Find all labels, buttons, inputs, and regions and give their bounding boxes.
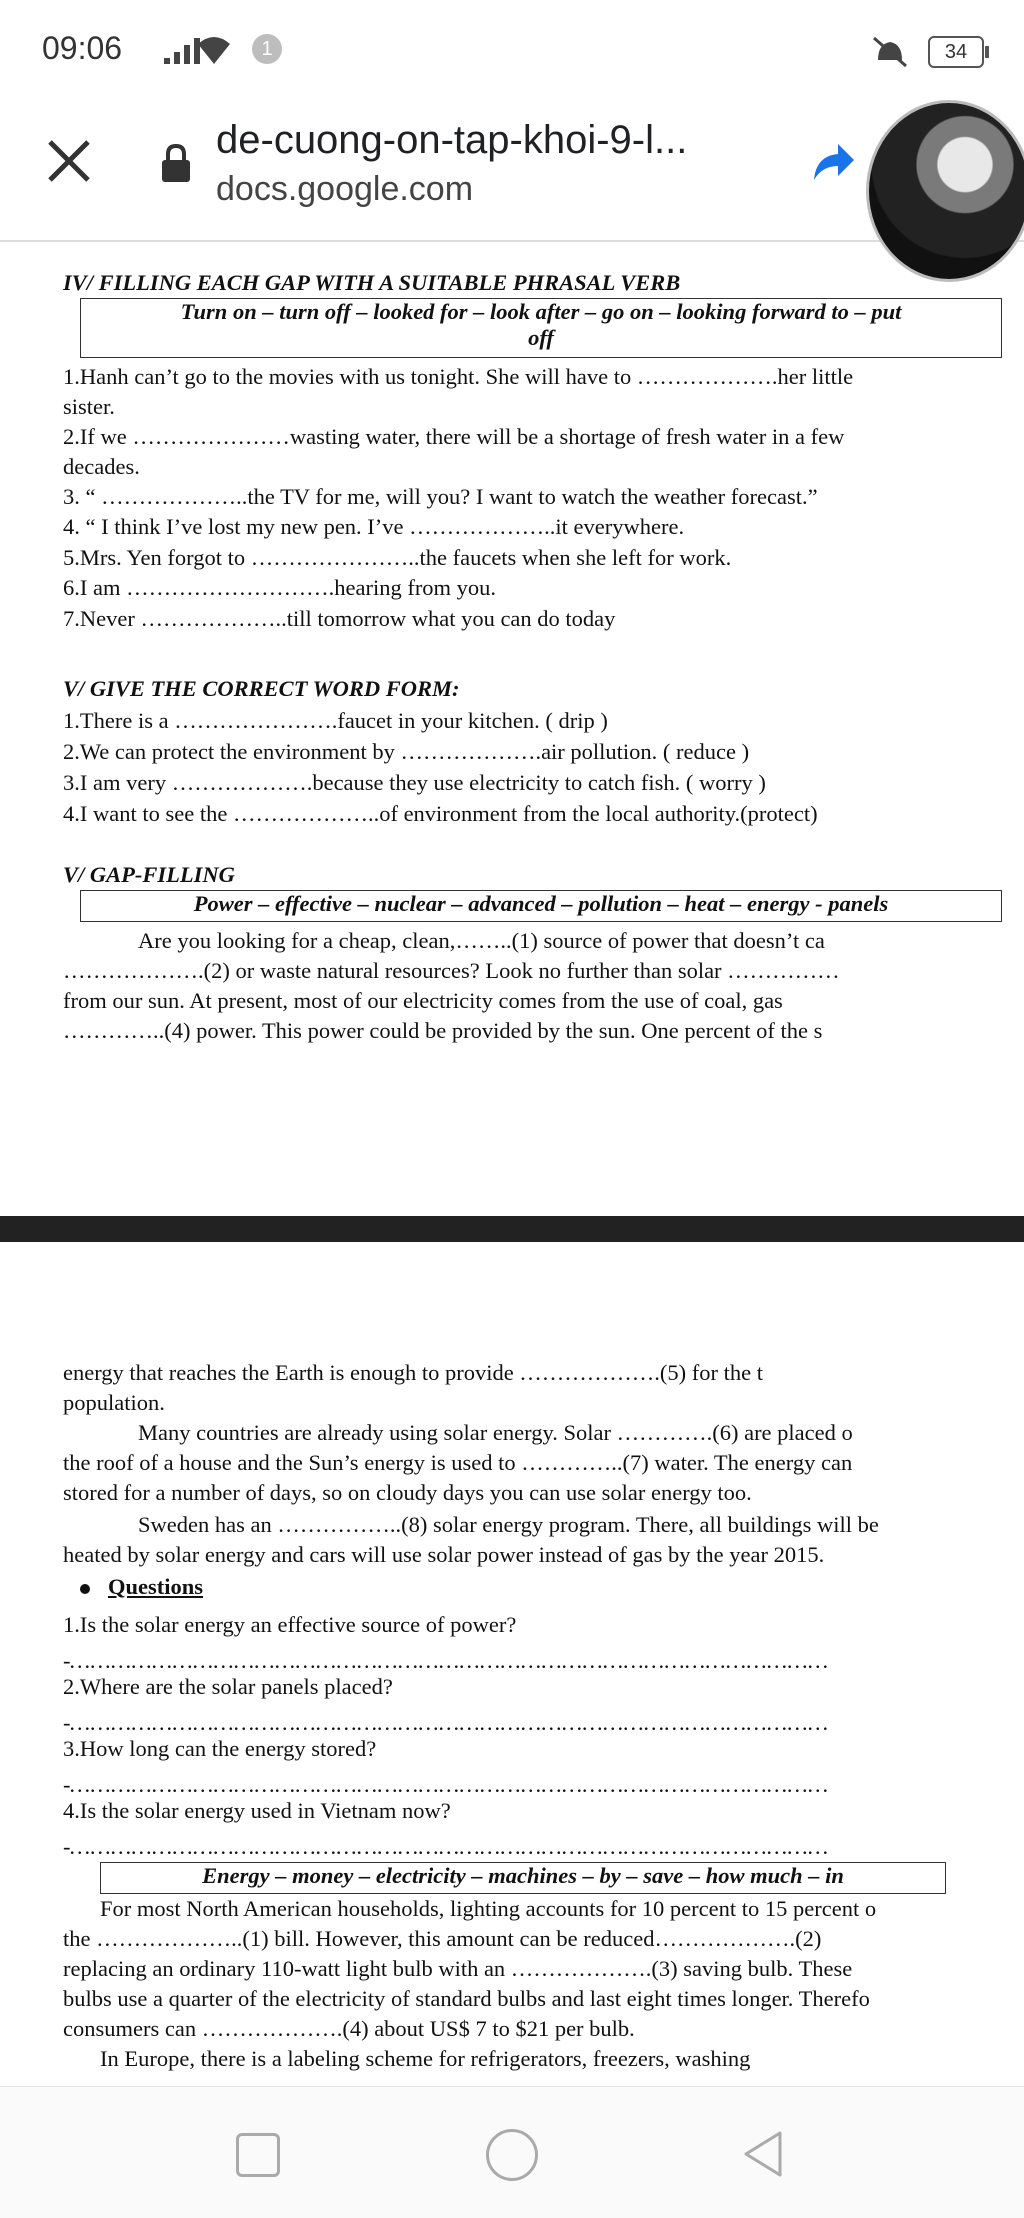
- passage-line: consumers can ……………….(4) about US$ 7 to $21 per bulb.: [63, 2016, 635, 2041]
- question: 1.Is the solar energy an effective source of power?: [63, 1612, 517, 1637]
- passage-line: heated by solar energy and cars will use solar power instead of gas by the year 2015.: [63, 1542, 825, 1567]
- exercise-line: 3. “ ………………..the TV for me, will you? I want to watch the weather forecast.”: [63, 484, 818, 509]
- questions-heading-label: Questions: [108, 1574, 204, 1599]
- exercise-line: 6.I am ……………………….hearing from you.: [63, 575, 497, 600]
- section-heading: V/ GIVE THE CORRECT WORD FORM:: [63, 676, 460, 701]
- answer-line: -…………………………………………………………………………………………………: [63, 1834, 827, 1859]
- question: 3.How long can the energy stored?: [63, 1736, 377, 1761]
- vibrate-mute-icon: [870, 34, 910, 70]
- notification-badge: 1: [252, 34, 282, 64]
- passage-line: the ………………..(1) bill. However, this amount can be reduced……………….(2): [63, 1926, 822, 1951]
- answer-line: -…………………………………………………………………………………………………: [63, 1772, 827, 1797]
- bullet-icon: [80, 1584, 90, 1594]
- word-box: Power – effective – nuclear – advanced – pollution – heat – energy - panels: [80, 890, 1002, 922]
- exercise-line: 4. “ I think I’ve lost my new pen. I’ve ………………..it everywhere.: [63, 514, 685, 539]
- share-icon[interactable]: [808, 136, 858, 186]
- exercise-line: 1.There is a ………………….faucet in your kitchen. ( drip ): [63, 708, 608, 733]
- passage-line: stored for a number of days, so on cloudy days you can use solar energy too.: [63, 1480, 752, 1505]
- passage-line: …………..(4) power. This power could be provided by the sun. One percent of the s: [63, 1018, 823, 1043]
- avatar[interactable]: [866, 100, 1024, 282]
- system-nav-bar: [0, 2086, 1024, 2218]
- word-box: Energy – money – electricity – machines – by – save – how much – in: [100, 1862, 946, 1894]
- passage-line: energy that reaches the Earth is enough to provide ……………….(5) for the t: [63, 1360, 764, 1385]
- question: 4.Is the solar energy used in Vietnam now?: [63, 1798, 451, 1823]
- passage-line: ……………….(2) or waste natural resources? Look no further than solar ……………: [63, 958, 840, 983]
- passage-line: For most North American households, lighting accounts for 10 percent to 15 percent o: [100, 1896, 877, 1921]
- passage-line: from our sun. At present, most of our electricity comes from the use of coal, gas: [63, 988, 783, 1013]
- wifi-icon: [194, 32, 234, 68]
- exercise-line: 7.Never ………………..till tomorrow what you can do today: [63, 606, 616, 631]
- answer-line: -…………………………………………………………………………………………………: [63, 1710, 827, 1735]
- battery-indicator: 34: [928, 36, 984, 68]
- recents-button[interactable]: [236, 2133, 280, 2177]
- exercise-line: 1.Hanh can’t go to the movies with us tonight. She will have to ……………….her little: [63, 364, 854, 389]
- page-domain[interactable]: docs.google.com: [216, 170, 474, 208]
- passage-line: Many countries are already using solar energy. Solar ………….(6) are placed o: [138, 1420, 853, 1445]
- exercise-line: sister.: [63, 394, 115, 419]
- section-heading: IV/ FILLING EACH GAP WITH A SUITABLE PHRASAL VERB: [63, 270, 681, 295]
- page-separator: [0, 1216, 1024, 1242]
- answer-line: -…………………………………………………………………………………………………: [63, 1648, 827, 1673]
- back-button[interactable]: [740, 2129, 786, 2179]
- lock-icon: [160, 144, 192, 184]
- passage-line: population.: [63, 1390, 165, 1415]
- exercise-line: 5.Mrs. Yen forgot to …………………..the faucets when she left for work.: [63, 545, 732, 570]
- word-box-line: off: [528, 325, 554, 350]
- exercise-line: decades.: [63, 454, 140, 479]
- word-box-line: Turn on – turn off – looked for – look after – go on – looking forward to – put: [180, 299, 902, 324]
- page-title[interactable]: de-cuong-on-tap-khoi-9-l...: [216, 118, 688, 162]
- word-box: [80, 298, 1002, 358]
- status-time: 09:06: [42, 30, 123, 66]
- close-icon[interactable]: [44, 136, 94, 186]
- passage-line: Are you looking for a cheap, clean,……..(1) source of power that doesn’t ca: [138, 928, 825, 953]
- passage-line: replacing an ordinary 110-watt light bulb with an ……………….(3) saving bulb. These: [63, 1956, 853, 1981]
- exercise-line: 3.I am very ……………….because they use electricity to catch fish. ( worry ): [63, 770, 766, 795]
- status-bar: [0, 0, 1024, 100]
- browser-toolbar: [0, 100, 1024, 242]
- exercise-line: 2.If we …………………wasting water, there will be a shortage of fresh water in a few: [63, 424, 845, 449]
- passage-line: In Europe, there is a labeling scheme for refrigerators, freezers, washing: [100, 2046, 751, 2071]
- question: 2.Where are the solar panels placed?: [63, 1674, 393, 1699]
- home-button[interactable]: [486, 2129, 538, 2181]
- section-heading: V/ GAP-FILLING: [63, 862, 235, 887]
- passage-line: bulbs use a quarter of the electricity of standard bulbs and last eight times longer. Therefo: [63, 1986, 870, 2011]
- exercise-line: 2.We can protect the environment by ……………….air pollution. ( reduce ): [63, 739, 750, 764]
- passage-line: Sweden has an ……………..(8) solar energy program. There, all buildings will be: [138, 1512, 879, 1537]
- questions-heading: [80, 1574, 203, 1600]
- exercise-line: 4.I want to see the ………………..of environment from the local authority.(protect): [63, 801, 818, 826]
- passage-line: the roof of a house and the Sun’s energy is used to …………..(7) water. The energy can: [63, 1450, 853, 1475]
